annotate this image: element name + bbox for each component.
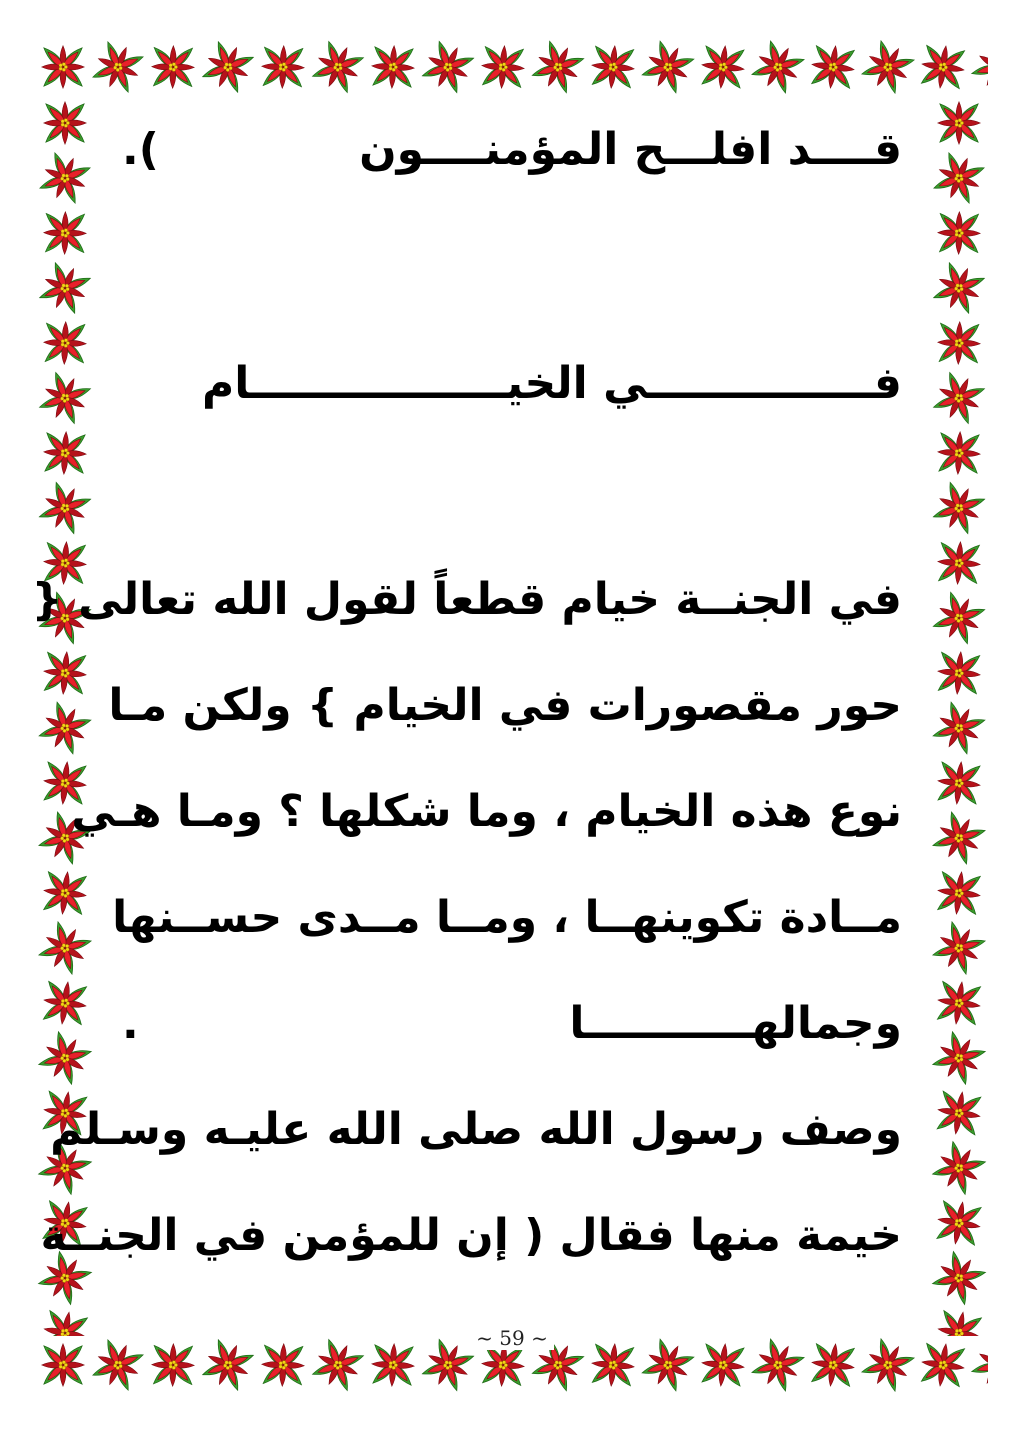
body-line bbox=[31, 570, 902, 630]
body-line bbox=[122, 994, 902, 1054]
body-text: في الجنــة خيام قطعاً لقول الله تعالى { bbox=[31, 574, 902, 625]
body-line bbox=[112, 888, 902, 948]
page-number: ~ 59 ~ bbox=[0, 1326, 1024, 1350]
poinsettia-icon bbox=[199, 38, 257, 96]
poinsettia-icon bbox=[749, 38, 807, 96]
heading-punctuation: .( bbox=[122, 124, 159, 175]
body-line bbox=[50, 1100, 902, 1160]
section-title: فـــــــــــــــي الخيـــــــــــــــــام bbox=[202, 358, 902, 409]
poinsettia-icon bbox=[930, 1084, 988, 1142]
poinsettia-icon bbox=[930, 919, 988, 977]
body-text: وصف رسول الله صلى الله عليـه وسـلم bbox=[50, 1104, 902, 1155]
poinsettia-icon bbox=[309, 38, 367, 96]
body-text: حور مقصورات في الخيام } ولكن مـا bbox=[108, 680, 902, 731]
poinsettia-icon bbox=[529, 38, 587, 96]
body-text: خيمة منها فقال ( إن للمؤمن في الجنــة bbox=[40, 1210, 902, 1261]
poinsettia-icon bbox=[930, 809, 988, 867]
poinsettia-icon bbox=[914, 38, 972, 96]
poinsettia-icon bbox=[930, 1194, 988, 1252]
poinsettia-icon bbox=[36, 259, 94, 317]
poinsettia-icon bbox=[930, 369, 988, 427]
body-text: وجمالهـــــــــــا bbox=[569, 998, 902, 1049]
poinsettia-icon bbox=[804, 38, 862, 96]
body-line bbox=[108, 676, 902, 736]
poinsettia-icon bbox=[930, 1249, 988, 1307]
body-line bbox=[71, 782, 902, 842]
poinsettia-icon bbox=[694, 38, 752, 96]
poinsettia-icon bbox=[36, 149, 94, 207]
poinsettia-icon bbox=[930, 1139, 988, 1197]
border-right bbox=[930, 96, 988, 1336]
poinsettia-icon bbox=[36, 424, 94, 482]
poinsettia-icon bbox=[930, 534, 988, 592]
poinsettia-icon bbox=[930, 974, 988, 1032]
poinsettia-icon bbox=[36, 314, 94, 372]
poinsettia-icon bbox=[474, 38, 532, 96]
poinsettia-icon bbox=[930, 204, 988, 262]
poinsettia-icon bbox=[36, 479, 94, 537]
poinsettia-icon bbox=[930, 479, 988, 537]
poinsettia-icon bbox=[36, 974, 94, 1032]
poinsettia-icon bbox=[584, 38, 642, 96]
poinsettia-icon bbox=[36, 699, 94, 757]
poinsettia-icon bbox=[930, 149, 988, 207]
poinsettia-icon bbox=[969, 38, 988, 96]
poinsettia-icon bbox=[859, 38, 917, 96]
body-text: مــادة تكوينهــا ، ومــا مــدى حســنها bbox=[112, 892, 902, 943]
poinsettia-icon bbox=[144, 38, 202, 96]
poinsettia-icon bbox=[364, 38, 422, 96]
poinsettia-icon bbox=[930, 699, 988, 757]
poinsettia-icon bbox=[36, 864, 94, 922]
poinsettia-icon bbox=[930, 314, 988, 372]
heading-title: قــــد افلـــح المؤمنــــون bbox=[359, 124, 902, 175]
poinsettia-icon bbox=[930, 864, 988, 922]
body-punctuation: . bbox=[122, 998, 139, 1049]
poinsettia-icon bbox=[36, 38, 92, 96]
heading-line-1 bbox=[122, 120, 902, 180]
poinsettia-icon bbox=[930, 754, 988, 812]
poinsettia-icon bbox=[36, 919, 94, 977]
poinsettia-icon bbox=[930, 644, 988, 702]
poinsettia-icon bbox=[89, 38, 147, 96]
poinsettia-icon bbox=[930, 589, 988, 647]
poinsettia-icon bbox=[930, 1029, 988, 1087]
poinsettia-icon bbox=[930, 96, 988, 152]
poinsettia-icon bbox=[36, 204, 94, 262]
poinsettia-icon bbox=[36, 369, 94, 427]
poinsettia-icon bbox=[639, 38, 697, 96]
body-text: نوع هذه الخيام ، وما شكلها ؟ ومـا هـي bbox=[71, 786, 902, 837]
poinsettia-icon bbox=[36, 96, 94, 152]
poinsettia-icon bbox=[36, 1029, 94, 1087]
poinsettia-icon bbox=[930, 259, 988, 317]
poinsettia-icon bbox=[419, 38, 477, 96]
border-top bbox=[36, 38, 988, 96]
poinsettia-icon bbox=[36, 644, 94, 702]
heading-line-2 bbox=[122, 354, 902, 414]
poinsettia-icon bbox=[930, 424, 988, 482]
poinsettia-icon bbox=[254, 38, 312, 96]
body-line bbox=[40, 1206, 902, 1266]
